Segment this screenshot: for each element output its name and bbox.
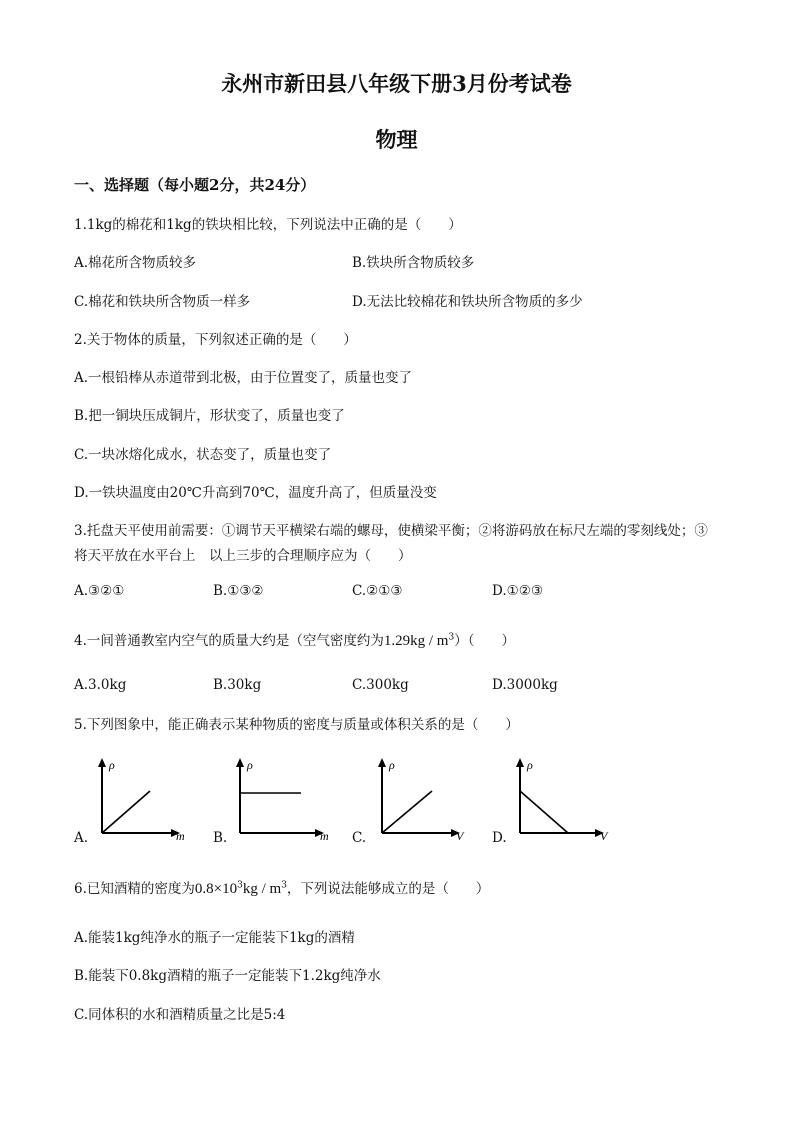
graph-c (368, 755, 473, 845)
question-6-stem-end: ，下列说法能够成立的是（ ） (286, 881, 490, 897)
graph-b-y-label: ρ (247, 758, 253, 772)
section-heading: 一、选择题（每小题2分，共24分） (74, 176, 316, 194)
graph-d-y-label: ρ (527, 758, 533, 772)
question-4-stem-text: 4.一间普通教室内空气的质量大约是（空气密度约为 (74, 633, 384, 649)
question-5-stem: 5.下列图象中，能正确表示某种物质的密度与质量或体积关系的是（ ） (74, 717, 519, 733)
alcohol-density-power: 3 (237, 880, 243, 891)
graph-d-x-label: V (600, 829, 608, 843)
question-6-stem (74, 877, 489, 898)
question-4-option-d: D.3000kg (492, 677, 558, 693)
graph-b (226, 755, 336, 845)
graph-c-x-label: V (456, 829, 464, 843)
graph-a-y-label: ρ (109, 758, 115, 772)
exam-subject: 物理 (375, 127, 418, 152)
question-1-option-c: C.棉花和铁块所含物质一样多 (74, 294, 251, 310)
graph-c-y-label: ρ (389, 758, 395, 772)
question-1-stem: 1.1kg的棉花和1kg的铁块相比较，下列说法中正确的是（ ） (74, 217, 462, 233)
question-3-option-d: D.①②③ (492, 583, 543, 599)
question-1-option-d: D.无法比较棉花和铁块所含物质的多少 (352, 294, 583, 310)
graph-b-x-label: m (320, 829, 329, 843)
question-2-option-d: D.一铁块温度由20℃升高到70℃，温度升高了，但质量没变 (74, 485, 437, 501)
question-4-option-b: B.30kg (213, 677, 262, 693)
question-3-stem-line-1: 3.托盘天平使用前需要：①调节天平横梁右端的螺母，使横梁平衡；②将游码放在标尺左端的零刻线处；③ (74, 523, 708, 539)
graph-a (88, 755, 193, 845)
question-6-option-a: A.能装1kg纯净水的瓶子一定能装下1kg的酒精 (74, 930, 355, 946)
graph-a-line (102, 791, 150, 833)
question-2-stem: 2.关于物体的质量，下列叙述正确的是（ ） (74, 332, 357, 348)
question-3-option-c: C.②①③ (352, 583, 403, 599)
question-5-option-d: D. (492, 830, 507, 846)
question-3-stem-line-2: 将天平放在水平台上 以上三步的合理顺序应为（ ） (74, 548, 412, 564)
graph-d-line (520, 791, 568, 833)
density-formula: 1.29kg / m (383, 633, 449, 649)
graph-d (506, 755, 616, 845)
graph-a-x-label: m (176, 829, 185, 843)
question-3-option-a: A.③②① (74, 583, 125, 599)
alcohol-density-unit-exponent: 3 (281, 880, 287, 891)
graph-c-line (382, 791, 432, 833)
question-6-stem-text: 6.已知酒精的密度为 (74, 881, 195, 897)
question-1-option-a: A.棉花所含物质较多 (74, 255, 197, 271)
question-2-option-a: A.一根铅棒从赤道带到北极，由于位置变了，质量也变了 (74, 370, 413, 386)
question-4-option-c: C.300kg (352, 677, 409, 693)
question-2-option-b: B.把一铜块压成铜片，形状变了，质量也变了 (74, 408, 345, 424)
question-6-option-b: B.能装下0.8kg酒精的瓶子一定能装下1.2kg纯净水 (74, 968, 381, 984)
question-4-stem-end: ）（ ） (454, 633, 515, 649)
question-5-option-a: A. (74, 830, 89, 846)
density-exponent: 3 (448, 632, 455, 643)
question-1-option-b: B.铁块所含物质较多 (352, 255, 475, 271)
question-3-option-b: B.①③② (213, 583, 264, 599)
question-4-option-a: A.3.0kg (74, 677, 127, 693)
question-2-option-c: C.一块冰熔化成水，状态变了，质量也变了 (74, 447, 332, 463)
question-5-option-c: C. (352, 830, 367, 846)
question-6-option-c: C.同体积的水和酒精质量之比是5:4 (74, 1007, 286, 1023)
alcohol-density-value: 0.8×10 (194, 881, 238, 897)
exam-title: 永州市新田县八年级下册3月份考试卷 (221, 71, 572, 96)
question-4-stem (74, 629, 515, 650)
alcohol-density-unit: kg / m (242, 881, 282, 897)
question-5-option-b: B. (213, 830, 228, 846)
